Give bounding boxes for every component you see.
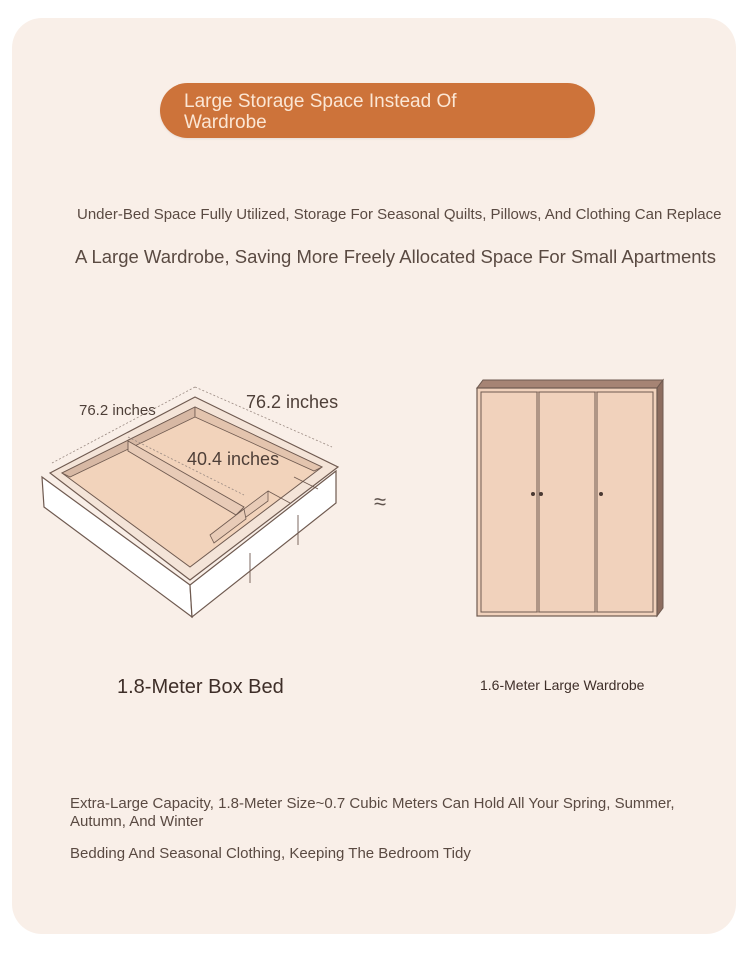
footer-line-1: Extra-Large Capacity, 1.8-Meter Size~0.7 Cubic Meters Can Hold All Your Spring, Summer, Autumn, And Winter (70, 795, 675, 830)
wardrobe-door-right (597, 392, 653, 612)
wardrobe-knob (539, 492, 543, 496)
bed-dimension-right: 76.2 inches (246, 392, 339, 412)
bed-dimension-inner: 40.4 inches (187, 449, 280, 469)
box-bed-illustration (40, 385, 340, 625)
title-text: Large Storage Space Instead Of Wardrobe (184, 91, 457, 133)
bed-label: 1.8-Meter Box Bed (117, 676, 284, 698)
wardrobe-knob (531, 492, 535, 496)
wardrobe-door-middle (539, 392, 595, 612)
intro-line-1: Under-Bed Space Fully Utilized, Storage For Seasonal Quilts, Pillows, And Clothing Can Replace (77, 206, 722, 223)
approximately-equal-symbol: ≈ (374, 489, 387, 514)
intro-line-2: A Large Wardrobe, Saving More Freely Allocated Space For Small Apartments (75, 246, 716, 267)
wardrobe-top-edge (477, 380, 663, 388)
wardrobe-illustration (475, 378, 675, 618)
title-banner (160, 83, 595, 138)
bed-dimension-left: 76.2 inches (79, 402, 156, 419)
wardrobe-door-left (481, 392, 537, 612)
wardrobe-knob (599, 492, 603, 496)
wardrobe-label: 1.6-Meter Large Wardrobe (480, 677, 645, 693)
wardrobe-side (657, 380, 663, 616)
footer-line-2: Bedding And Seasonal Clothing, Keeping The Bedroom Tidy (70, 845, 471, 862)
